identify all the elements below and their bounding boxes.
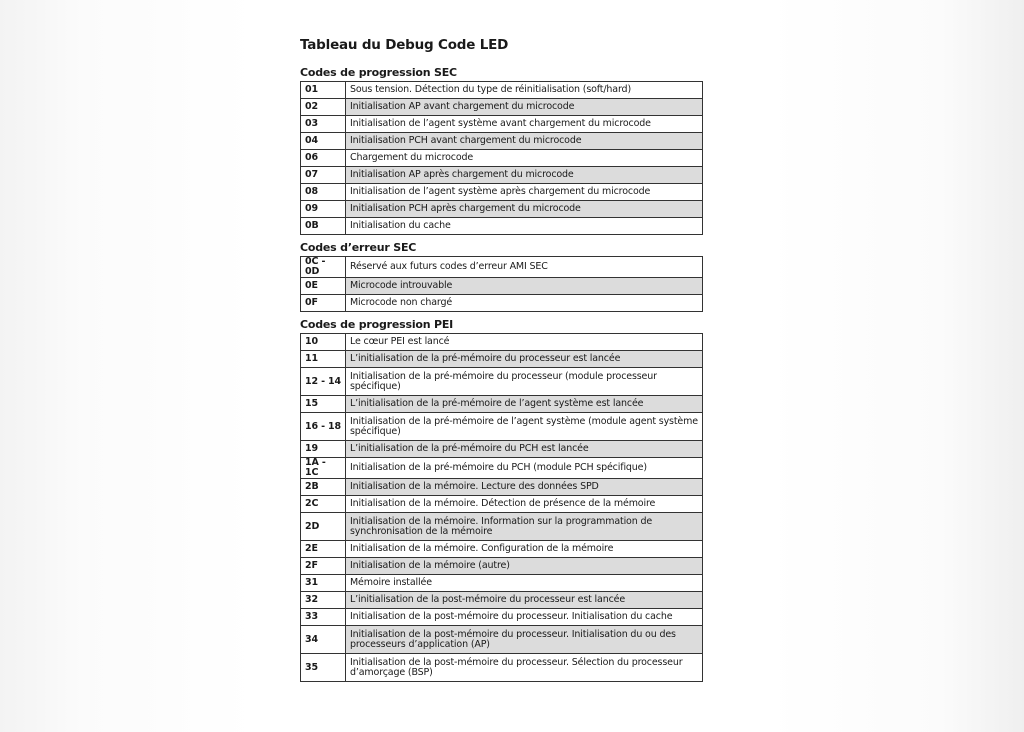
table-row: [301, 368, 703, 396]
code-cell: 2E: [301, 541, 346, 558]
table-row: [301, 218, 703, 235]
description-cell: L’initialisation de la pré-mémoire de l’agent système est lancée: [346, 396, 703, 413]
description-cell: Chargement du microcode: [346, 150, 703, 167]
table-row: [301, 116, 703, 133]
document-page: [300, 34, 704, 682]
description-cell: Initialisation de la mémoire (autre): [346, 558, 703, 575]
code-cell: 01: [301, 82, 346, 99]
section-sec-errors: [300, 239, 704, 312]
code-table: [300, 256, 703, 312]
section-heading: Codes d’erreur SEC: [300, 241, 417, 254]
table-row: [301, 413, 703, 441]
description-cell: Initialisation du cache: [346, 218, 703, 235]
description-cell: Microcode non chargé: [346, 295, 703, 312]
description-cell: L’initialisation de la pré-mémoire du processeur est lancée: [346, 351, 703, 368]
code-cell: 02: [301, 99, 346, 116]
description-cell: Initialisation de la post-mémoire du processeur. Sélection du processeur d’amorçage (BSP): [346, 654, 703, 682]
code-cell: 07: [301, 167, 346, 184]
description-cell: Initialisation de la post-mémoire du processeur. Initialisation du ou des processeurs d’application (AP): [346, 626, 703, 654]
table-row: [301, 334, 703, 351]
table-row: [301, 201, 703, 218]
code-cell: 2B: [301, 479, 346, 496]
description-cell: Réservé aux futurs codes d’erreur AMI SEC: [346, 257, 703, 278]
description-cell: Initialisation AP après chargement du microcode: [346, 167, 703, 184]
description-cell: Initialisation de la post-mémoire du processeur. Initialisation du cache: [346, 609, 703, 626]
description-cell: Mémoire installée: [346, 575, 703, 592]
code-cell: 06: [301, 150, 346, 167]
code-cell: 09: [301, 201, 346, 218]
code-cell: 10: [301, 334, 346, 351]
code-cell: 32: [301, 592, 346, 609]
table-row: [301, 592, 703, 609]
code-cell: 15: [301, 396, 346, 413]
page-title: Tableau du Debug Code LED: [300, 37, 509, 53]
description-cell: Initialisation de la pré-mémoire du PCH (module PCH spécifique): [346, 458, 703, 479]
table-row: [301, 441, 703, 458]
table-row: [301, 458, 703, 479]
table-row: [301, 167, 703, 184]
table-row: [301, 351, 703, 368]
section-pei-progress: [300, 316, 704, 682]
code-cell: 16 - 18: [301, 413, 346, 441]
section-heading: Codes de progression PEI: [300, 318, 454, 331]
code-cell: 0B: [301, 218, 346, 235]
table-row: [301, 150, 703, 167]
description-cell: Microcode introuvable: [346, 278, 703, 295]
description-cell: Initialisation de l’agent système avant chargement du microcode: [346, 116, 703, 133]
section-sec-progress: [300, 64, 704, 235]
table-row: [301, 82, 703, 99]
code-cell: 34: [301, 626, 346, 654]
table-row: [301, 396, 703, 413]
section-heading: Codes de progression SEC: [300, 66, 457, 79]
code-cell: 12 - 14: [301, 368, 346, 396]
description-cell: Initialisation de l’agent système après chargement du microcode: [346, 184, 703, 201]
table-row: [301, 99, 703, 116]
table-row: [301, 295, 703, 312]
table-row: [301, 513, 703, 541]
code-cell: 11: [301, 351, 346, 368]
table-row: [301, 575, 703, 592]
code-cell: 04: [301, 133, 346, 150]
description-cell: Initialisation de la pré-mémoire de l’agent système (module agent système spécifique): [346, 413, 703, 441]
description-cell: Initialisation de la mémoire. Information sur la programmation de synchronisation de la mémoire: [346, 513, 703, 541]
code-cell: 35: [301, 654, 346, 682]
table-row: [301, 654, 703, 682]
code-cell: 08: [301, 184, 346, 201]
code-cell: 2C: [301, 496, 346, 513]
description-cell: Initialisation de la mémoire. Lecture des données SPD: [346, 479, 703, 496]
code-cell: 0C - 0D: [301, 257, 346, 278]
description-cell: Initialisation de la mémoire. Détection de présence de la mémoire: [346, 496, 703, 513]
description-cell: Sous tension. Détection du type de réinitialisation (soft/hard): [346, 82, 703, 99]
description-cell: Initialisation de la pré-mémoire du processeur (module processeur spécifique): [346, 368, 703, 396]
code-table: [300, 333, 703, 682]
description-cell: L’initialisation de la post-mémoire du processeur est lancée: [346, 592, 703, 609]
table-row: [301, 558, 703, 575]
code-cell: 31: [301, 575, 346, 592]
code-cell: 33: [301, 609, 346, 626]
description-cell: Initialisation PCH après chargement du microcode: [346, 201, 703, 218]
code-cell: 0E: [301, 278, 346, 295]
code-cell: 1A - 1C: [301, 458, 346, 479]
table-row: [301, 278, 703, 295]
code-cell: 19: [301, 441, 346, 458]
description-cell: Initialisation PCH avant chargement du microcode: [346, 133, 703, 150]
table-row: [301, 184, 703, 201]
code-cell: 0F: [301, 295, 346, 312]
table-row: [301, 609, 703, 626]
description-cell: Initialisation AP avant chargement du microcode: [346, 99, 703, 116]
table-row: [301, 479, 703, 496]
table-row: [301, 496, 703, 513]
code-cell: 2D: [301, 513, 346, 541]
description-cell: L’initialisation de la pré-mémoire du PCH est lancée: [346, 441, 703, 458]
code-cell: 2F: [301, 558, 346, 575]
table-row: [301, 257, 703, 278]
description-cell: Le cœur PEI est lancé: [346, 334, 703, 351]
code-table: [300, 81, 703, 235]
table-row: [301, 541, 703, 558]
code-cell: 03: [301, 116, 346, 133]
table-row: [301, 626, 703, 654]
description-cell: Initialisation de la mémoire. Configuration de la mémoire: [346, 541, 703, 558]
table-row: [301, 133, 703, 150]
